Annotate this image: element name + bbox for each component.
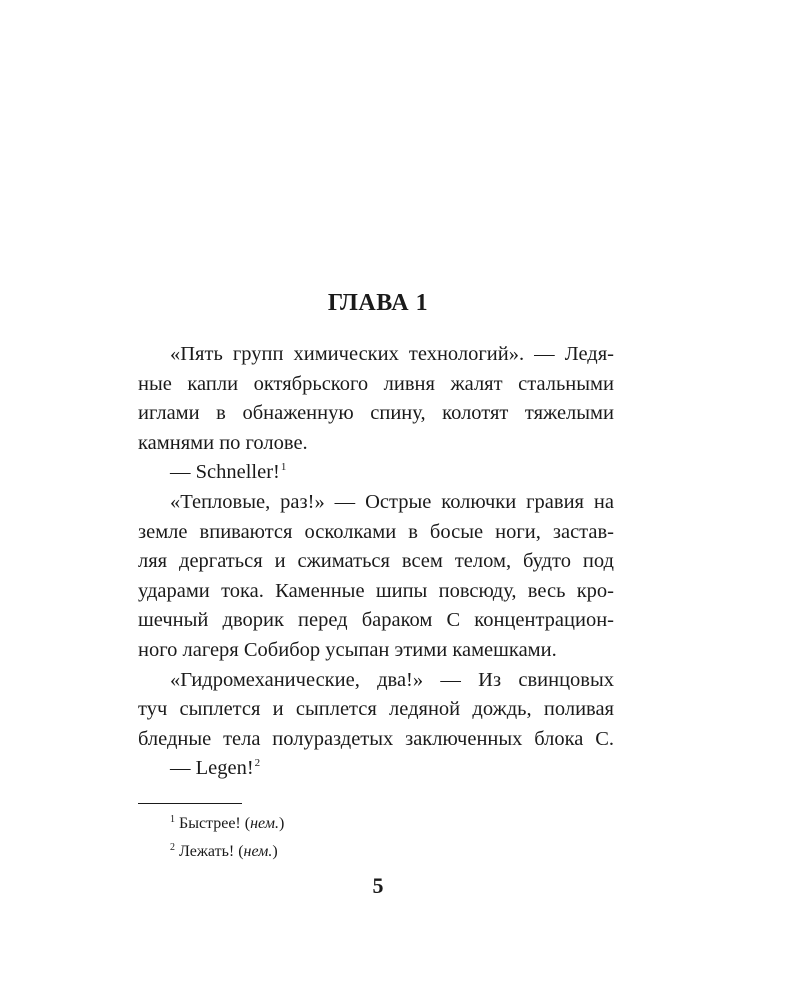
text-line: бледные тела полураздетых заключенных блока С. bbox=[138, 727, 614, 750]
footnote-close: ) bbox=[278, 815, 285, 832]
text-line: «Гидромеханические, два!» — Из свинцовых bbox=[170, 668, 614, 691]
dialogue-line bbox=[138, 754, 614, 784]
footnote-ref: 1 bbox=[280, 461, 287, 474]
chapter-title: ГЛАВА 1 bbox=[327, 290, 429, 316]
text-line: ударами тока. Каменные шипы повсюду, весь кро- bbox=[138, 579, 614, 602]
footnote-language: нем. bbox=[250, 815, 279, 832]
text-line: шечный дворик перед бараком С концентрацион- bbox=[138, 609, 614, 632]
dialogue-text: — Legen! bbox=[170, 757, 254, 780]
footnote-marker: 2 bbox=[170, 842, 175, 853]
text-line: туч сыплется и сыплется ледяной дождь, поливая bbox=[138, 698, 614, 721]
footnote-ref: 2 bbox=[254, 757, 261, 770]
dialogue-text: — Schneller! bbox=[170, 461, 280, 484]
footnote-text: Лежать! ( bbox=[179, 843, 244, 860]
text-line: ляя дергаться и сжиматься всем телом, будто под bbox=[138, 550, 614, 573]
text-line: «Пять групп химических технологий». — Ледя- bbox=[170, 343, 614, 365]
body-text bbox=[138, 340, 614, 784]
footnote-1 bbox=[170, 814, 284, 834]
footnote-language: нем. bbox=[243, 843, 273, 860]
footnote-text: Быстрее! ( bbox=[179, 815, 251, 832]
text-line: камнями по голове. bbox=[138, 431, 308, 454]
dialogue-line bbox=[138, 458, 614, 488]
text-line: «Тепловые, раз!» — Острые колючки гравия на bbox=[170, 490, 614, 513]
text-line: ного лагеря Собибор усыпан этими камешками. bbox=[138, 638, 557, 661]
footnote-2 bbox=[170, 842, 278, 862]
footnote-close: ) bbox=[272, 843, 278, 860]
text-line: иглами в обнаженную спину, колотят тяжелыми bbox=[138, 402, 614, 425]
footnote-marker: 1 bbox=[170, 814, 175, 825]
text-line: земле впиваются осколками в босые ноги, застав- bbox=[138, 520, 614, 543]
footnote-separator bbox=[138, 803, 242, 804]
page-number: 5 bbox=[372, 873, 384, 898]
text-line: ные капли октябрьского ливня жалят стальными bbox=[138, 372, 614, 395]
